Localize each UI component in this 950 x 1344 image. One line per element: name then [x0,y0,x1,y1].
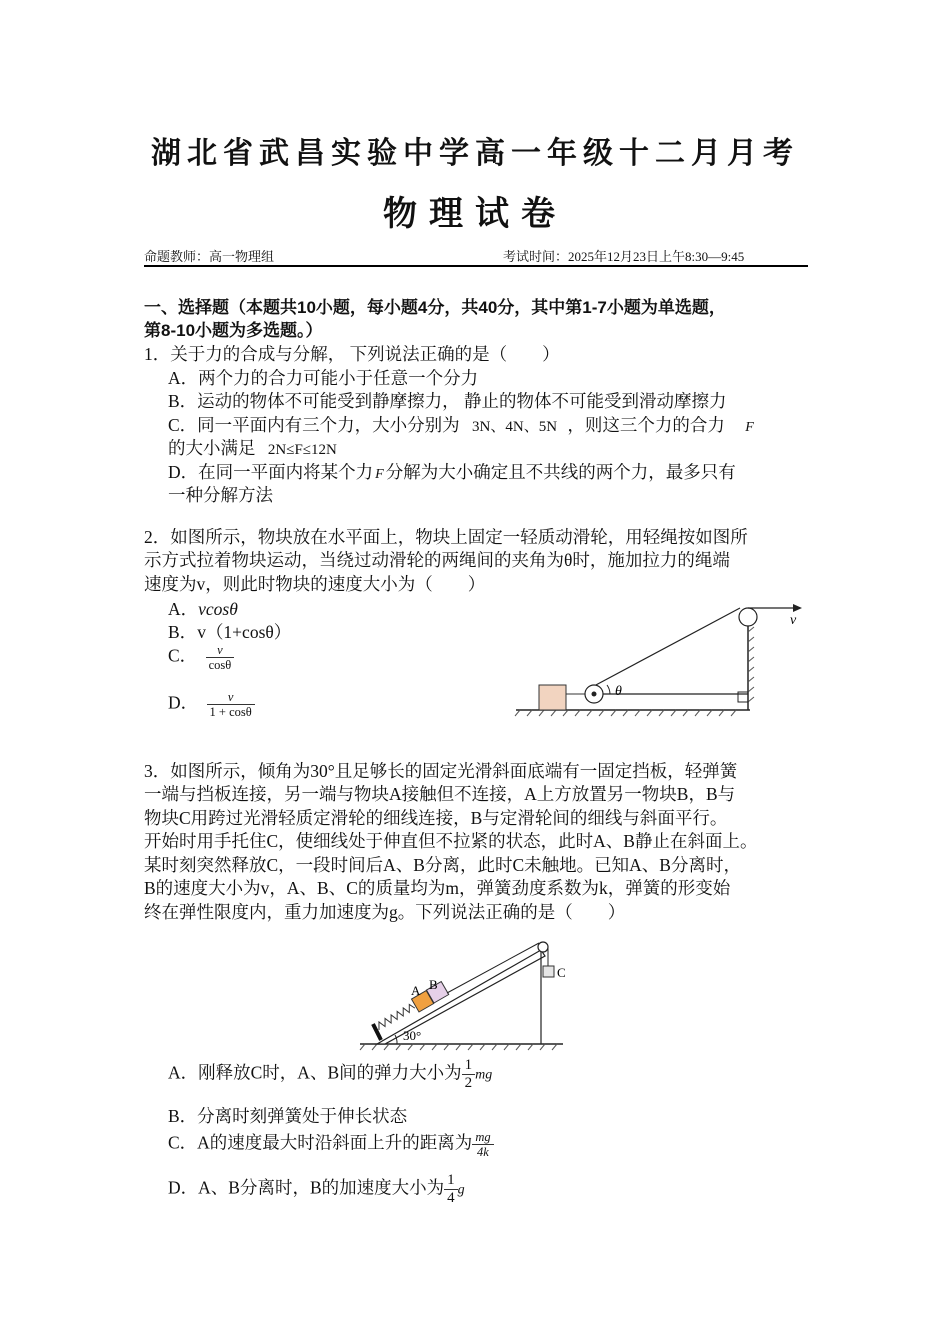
q2-v-label: v [790,613,797,628]
q1-option-d-cont: 一种分解方法 [168,485,273,505]
q3-string-incline [447,943,539,993]
q2-d-fraction [207,690,255,719]
q3-d-text: D．A、B分离时，B的加速度大小为 [168,1177,445,1198]
q3-c-den: 4k [472,1144,493,1159]
q2-c-den: cosθ [206,657,235,672]
q3-d-num: 1 [447,1172,455,1188]
q2-ground-hatch [515,710,736,716]
q3-option-a [168,1057,492,1092]
q3-option-d [168,1172,465,1207]
exam-title: 湖北省武昌实验中学高一年级十二月月考 [151,137,799,170]
exam-subtitle: 物理试卷 [383,196,567,233]
q3-c-num: mg [475,1130,491,1144]
q2-stem-line2: 示方式拉着物块运动，当绕过动滑轮的两绳间的夹角为θ时，施加拉力的绳端 [144,550,730,570]
q2-option-d [168,690,255,719]
q3-c-fraction [472,1130,493,1159]
q2-upper-rope [594,608,740,686]
q3-stem-line2: 一端与挡板连接，另一端与物块A接触但不连接，A上方放置另一物块B，B与 [144,784,736,804]
q2-velocity-arrow [793,604,802,612]
q1-c-mid: ，则这三个力的合力 [567,415,725,435]
header-divider [144,265,808,267]
q3-d-den: 4 [444,1189,458,1207]
q3-option-c [168,1130,494,1159]
q3-a-label: A [411,983,421,998]
q2-option-a [168,597,238,621]
q2-option-c [168,643,234,672]
q3-a-tail: mg [475,1067,493,1083]
q2-theta-label: θ [615,684,622,699]
q2-c-label: C． [168,645,198,666]
q2-fixed-pulley [739,608,757,626]
section-heading-line1: 一、选择题（本题共10小题，每小题4分，共40分，其中第1-7小题为单选题， [144,298,726,317]
q3-stem-line4: 开始时用手托住C，使细线处于伸直但不拉紧的状态，此时A、B静止在斜面上。 [144,831,758,851]
q3-stem-line3: 物块C用跨过光滑轻质定滑轮的细线连接，B与定滑轮间的细线与斜面平行。 [144,808,728,828]
q3-stop-plate [373,1024,381,1040]
q2-b-expr: v（1+cosθ） [197,622,292,642]
q1-d-post: 分解为大小确定且不共线的两个力，最多只有 [385,462,736,482]
q1-d-pre: D．在同一平面内将某个力 [168,462,374,482]
q3-a-fraction [462,1057,476,1092]
q2-d-label: D． [168,692,199,713]
q3-block-c [543,966,554,977]
author-line: 命题教师：高一物理组 [144,249,275,264]
section-heading-line2: 第8-10小题为多选题。） [144,321,323,340]
q3-a-text: A．刚释放C时，A、B间的弹力大小为 [168,1062,462,1083]
q2-stem-line1: 2．如图所示，物块放在水平面上，物块上固定一轻质动滑轮，用轻绳按如图所 [144,527,748,547]
q3-c-text: C．A的速度最大时沿斜面上升的距离为 [168,1132,473,1153]
q2-d-num: v [227,690,234,704]
q3-ground-hatch [360,1044,557,1050]
q3-stem-line6: B的速度大小为v，A、B、C的质量均为m，弹簧劲度系数为k，弹簧的形变始 [144,878,731,898]
q3-d-tail: g [457,1182,465,1198]
q3-stem-line1: 3．如图所示，倾角为30°且足够长的固定光滑斜面底端有一固定挡板，轻弹簧 [144,761,738,781]
q2-option-b [168,620,291,644]
q1-c2-range: 2N≤F≤12N [267,442,337,458]
q3-a-num: 1 [464,1057,473,1073]
q3-b-label: B [429,977,438,992]
q3-stem-line7: 终在弹性限度内，重力加速度为g。下列说法正确的是（ ） [144,902,626,922]
q2-stem-line3: 速度为v，则此时物块的速度大小为（ ） [144,574,486,594]
q3-option-b: B．分离时刻弹簧处于伸长状态 [168,1106,408,1126]
q3-a-den: 2 [462,1074,476,1092]
q1-option-c-cont [168,436,337,462]
q1-c-F: F [745,420,754,435]
q1-stem: 1．关于力的合成与分解， 下列说法正确的是（ ） [144,344,560,364]
q3-d-fraction [444,1172,458,1207]
q2-c-fraction [206,643,235,672]
q1-c2-pre: 的大小满足 [168,438,256,458]
q2-c-num: v [217,643,223,657]
q2-figure [512,596,812,721]
q1-option-a: A．两个力的合力可能小于任意一个分力 [168,368,479,388]
q3-angle-label: 30° [403,1028,422,1043]
q3-figure [355,932,580,1054]
q1-c-forces: 3N、4N、5N [472,419,558,435]
q2-d-den: 1 + cosθ [207,704,255,719]
q3-c-label: C [557,965,566,980]
q1-c-pre: C．同一平面内有三个力，大小分别为 [168,415,460,435]
q1-option-b: B．运动的物体不可能受到静摩擦力， 静止的物体不可能受到滑动摩擦力 [168,391,727,411]
q2-a-label: A． [168,599,199,619]
q2-b-label: B． [168,622,198,642]
q2-angle-arc [607,685,610,694]
q2-a-expr: vcosθ [198,599,238,619]
q2-wall-hatch [748,627,754,702]
q2-pulley-axle [592,692,597,697]
section-heading [144,296,814,342]
q2-block [539,685,566,710]
q1-d-F: F [375,467,384,482]
q3-fixed-pulley [538,942,548,952]
exam-time: 考试时间：2025年12月23日上午8:30—9:45 [503,249,745,264]
q3-stem-line5: 某时刻突然释放C，一段时间后A、B分离，此时C未触地。已知A、B分离时， [144,855,741,875]
